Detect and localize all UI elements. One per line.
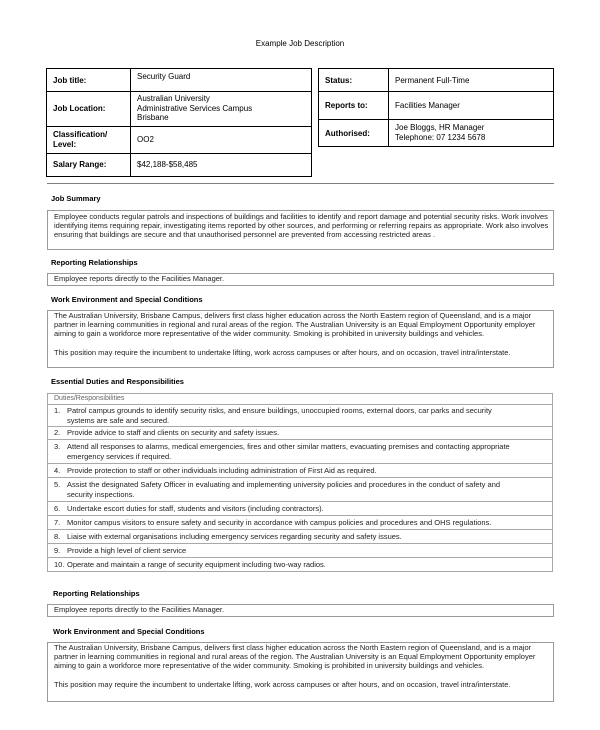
duty-text-cont: security inspections. bbox=[67, 489, 135, 499]
job-summary-text: Employee conducts regular patrols and inspections of buildings and facilities to identify and report damage and potential security risks. Work involves identifying items requiring repair, investigating items reported by other sources, and performing or referring repairs as appropriate. Work also involves ensuring that buildings are secure and that unauthorised personnel are prevented from accessing restricted areas . bbox=[54, 212, 549, 240]
job-title-value: Security Guard bbox=[131, 69, 312, 92]
duty-row bbox=[48, 427, 553, 440]
duty-text: Liaise with external organisations including emergency services regarding security and safety issues. bbox=[67, 531, 402, 541]
work-environment-heading: Work Environment and Special Conditions bbox=[51, 295, 203, 304]
duty-text: Provide a high level of client service bbox=[67, 545, 187, 555]
work-environment-para2-2: This position may require the incumbent to undertake lifting, work across campuses or after hours, and on occasion, travel intra/interstate. bbox=[54, 679, 511, 689]
job-info-table-left bbox=[46, 68, 312, 177]
classification-label bbox=[47, 126, 131, 153]
work-environment-box bbox=[47, 310, 554, 368]
reporting-relationships-heading: Reporting Relationships bbox=[51, 258, 138, 267]
work-environment-heading-2: Work Environment and Special Conditions bbox=[53, 627, 205, 636]
duty-number: 3. bbox=[54, 442, 61, 452]
job-title-label: Job title: bbox=[47, 69, 131, 92]
duty-text-cont: emergency services if required. bbox=[67, 451, 172, 461]
status-value: Permanent Full-Time bbox=[389, 69, 554, 92]
classification-label-line1: Classification/ bbox=[53, 129, 108, 139]
duty-row bbox=[48, 405, 553, 427]
duty-number: 7. bbox=[54, 517, 61, 527]
duty-number: 8. bbox=[54, 531, 61, 541]
duty-number: 6. bbox=[54, 503, 61, 513]
work-environment-para1-2: The Australian University, Brisbane Campus, delivers first class higher education across the North Eastern region of Queensland, and is a major partner in learning communities in regional and rural areas of the region. The Australian University is an Equal Employment Opportunity employer aiming to gain a workforce more representative of the wider community. Smoking is prohibited in university buildings and vehicles. bbox=[54, 643, 536, 671]
reports-to-label: Reports to: bbox=[319, 92, 389, 120]
authorised-value bbox=[389, 120, 554, 147]
job-location-line: Brisbane bbox=[137, 113, 169, 122]
job-info-table-right bbox=[318, 68, 554, 147]
work-environment-para2: This position may require the incumbent to undertake lifting, work across campuses or after hours, and on occasion, travel intra/interstate. bbox=[54, 347, 511, 357]
salary-range-label: Salary Range: bbox=[47, 153, 131, 176]
duty-row bbox=[48, 516, 553, 530]
duty-row bbox=[48, 502, 553, 516]
duty-row bbox=[48, 530, 553, 544]
job-summary-box bbox=[47, 210, 554, 250]
duty-text: Operate and maintain a range of security equipment including two-way radios. bbox=[67, 559, 326, 569]
duty-text: Undertake escort duties for staff, students and visitors (including contractors). bbox=[67, 503, 324, 513]
job-location-label: Job Location: bbox=[47, 92, 131, 127]
duty-text: Monitor campus visitors to ensure safety and security in accordance with campus policies and procedures and OHS regulations. bbox=[67, 517, 492, 527]
duty-row bbox=[48, 544, 553, 558]
reporting-relationships-text-2: Employee reports directly to the Facilities Manager. bbox=[54, 605, 225, 614]
duty-number: 1. bbox=[54, 406, 61, 416]
classification-value: OO2 bbox=[131, 126, 312, 153]
duty-number: 10. bbox=[54, 559, 65, 569]
duty-number: 2. bbox=[54, 428, 61, 438]
reporting-relationships-heading-2: Reporting Relationships bbox=[53, 589, 140, 598]
section-divider bbox=[47, 183, 554, 184]
authorised-line: Telephone: 07 1234 5678 bbox=[395, 133, 486, 142]
duty-text: Assist the designated Safety Officer in evaluating and implementing university policies and procedures in the conduct of safety and bbox=[67, 480, 501, 490]
job-location-value bbox=[131, 92, 312, 127]
status-label: Status: bbox=[319, 69, 389, 92]
duty-text: Patrol campus grounds to identify security risks, and ensure buildings, unoccupied rooms, external doors, car parks and security bbox=[67, 406, 492, 416]
duty-number: 5. bbox=[54, 480, 61, 490]
authorised-label: Authorised: bbox=[319, 120, 389, 147]
duty-number: 4. bbox=[54, 465, 61, 475]
page-title: Example Job Description bbox=[255, 39, 345, 48]
authorised-line: Joe Bloggs, HR Manager bbox=[395, 123, 485, 132]
duty-row bbox=[48, 440, 553, 464]
salary-range-value: $42,188-$58,485 bbox=[131, 153, 312, 176]
duty-row bbox=[48, 558, 553, 572]
classification-label-line2: Level: bbox=[53, 139, 77, 149]
duty-number: 9. bbox=[54, 545, 61, 555]
job-location-line: Australian University bbox=[137, 94, 210, 103]
duty-text: Provide protection to staff or other individuals including administration of First Aid as required. bbox=[67, 465, 377, 475]
duty-text: Attend all responses to alarms, medical emergencies, fires and other similar matters, evacuating premises and contacting appropriate bbox=[67, 442, 510, 452]
reporting-relationships-text: Employee reports directly to the Facilities Manager. bbox=[54, 274, 225, 283]
duty-text-cont: systems are safe and secured. bbox=[67, 415, 170, 425]
job-location-line: Administrative Services Campus bbox=[137, 103, 253, 113]
reports-to-value: Facilities Manager bbox=[389, 92, 554, 120]
reporting-relationships-box bbox=[47, 273, 554, 286]
duty-row bbox=[48, 478, 553, 502]
duty-row bbox=[48, 464, 553, 478]
duties-caption: Duties/Responsibilities bbox=[48, 394, 553, 405]
work-environment-box-2 bbox=[47, 642, 554, 702]
duty-text: Provide advice to staff and clients on security and safety issues. bbox=[67, 428, 280, 438]
reporting-relationships-box-2 bbox=[47, 604, 554, 617]
essential-duties-heading: Essential Duties and Responsibilities bbox=[51, 377, 184, 386]
job-summary-heading: Job Summary bbox=[51, 194, 101, 203]
duties-table bbox=[47, 393, 553, 572]
work-environment-para1: The Australian University, Brisbane Campus, delivers first class higher education across the North Eastern region of Queensland, and is a major partner in learning communities in regional and rural areas of the region. The Australian University is an Equal Employment Opportunity employer aiming to gain a workforce more representative of the wider community. Smoking is prohibited in university buildings and vehicles. bbox=[54, 311, 536, 339]
